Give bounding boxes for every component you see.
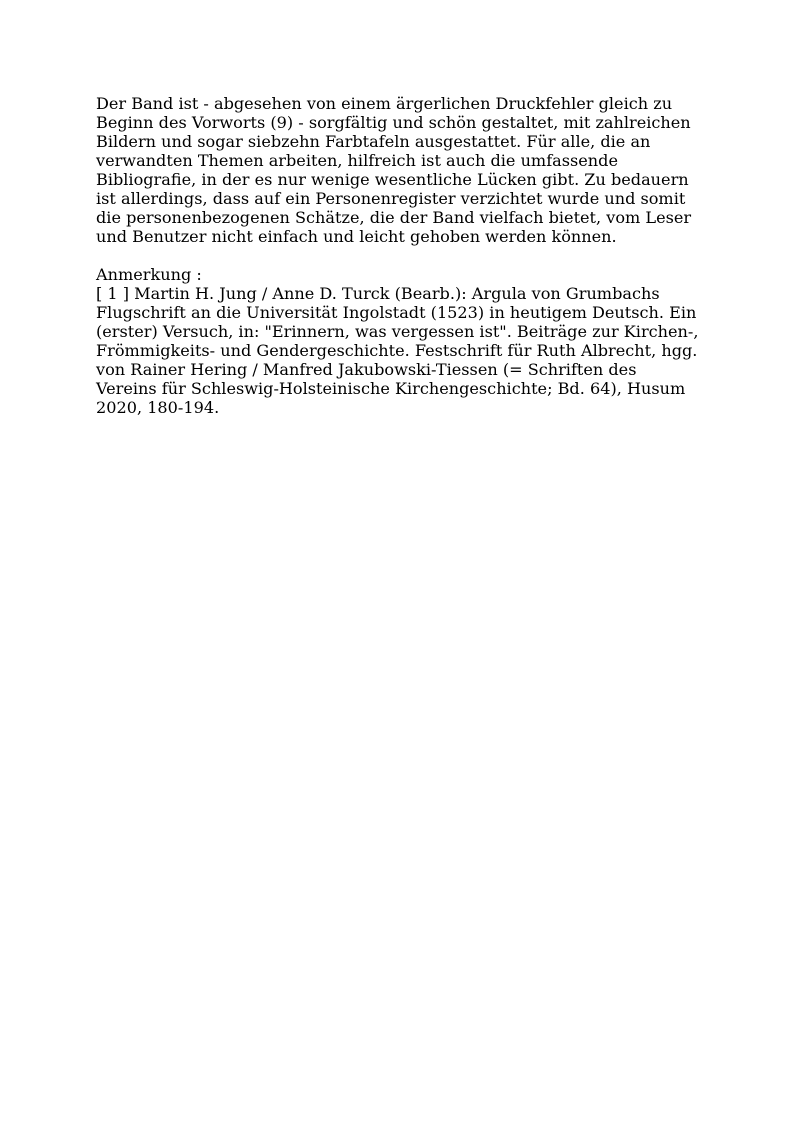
notes-heading: Anmerkung : bbox=[96, 265, 202, 284]
footnote-line: 2020, 180-194. bbox=[96, 398, 220, 417]
paragraph-line: verwandten Themen arbeiten, hilfreich ist auch die umfassende bbox=[96, 151, 618, 170]
notes-section bbox=[96, 265, 716, 417]
document-page bbox=[96, 94, 716, 417]
paragraph-line: Der Band ist - abgesehen von einem ärgerlichen Druckfehler gleich zu bbox=[96, 94, 673, 113]
paragraph-line: Bibliografie, in der es nur wenige wesentliche Lücken gibt. Zu bedauern bbox=[96, 170, 689, 189]
paragraph-line: Beginn des Vorworts (9) - sorgfältig und schön gestaltet, mit zahlreichen bbox=[96, 113, 691, 132]
footnote-line: von Rainer Hering / Manfred Jakubowski-Tiessen (= Schriften des bbox=[96, 360, 637, 379]
paragraph-line: Bildern und sogar siebzehn Farbtafeln ausgestattet. Für alle, die an bbox=[96, 132, 651, 151]
footnote-line: Frömmigkeits- und Gendergeschichte. Festschrift für Ruth Albrecht, hgg. bbox=[96, 341, 698, 360]
footnote bbox=[96, 284, 716, 417]
footnote-line: [ 1 ] Martin H. Jung / Anne D. Turck (Bearb.): Argula von Grumbachs bbox=[96, 284, 660, 303]
paragraph-spacer bbox=[96, 246, 716, 265]
footnote-line: Flugschrift an die Universität Ingolstadt (1523) in heutigem Deutsch. Ein bbox=[96, 303, 697, 322]
paragraph-line: und Benutzer nicht einfach und leicht gehoben werden können. bbox=[96, 227, 617, 246]
footnote-line: Vereins für Schleswig-Holsteinische Kirchengeschichte; Bd. 64), Husum bbox=[96, 379, 686, 398]
footnote-line: (erster) Versuch, in: "Erinnern, was vergessen ist". Beiträge zur Kirchen-, bbox=[96, 322, 699, 341]
paragraph-line: die personenbezogenen Schätze, die der Band vielfach bietet, vom Leser bbox=[96, 208, 692, 227]
review-paragraph bbox=[96, 94, 716, 246]
paragraph-line: ist allerdings, dass auf ein Personenregister verzichtet wurde und somit bbox=[96, 189, 686, 208]
